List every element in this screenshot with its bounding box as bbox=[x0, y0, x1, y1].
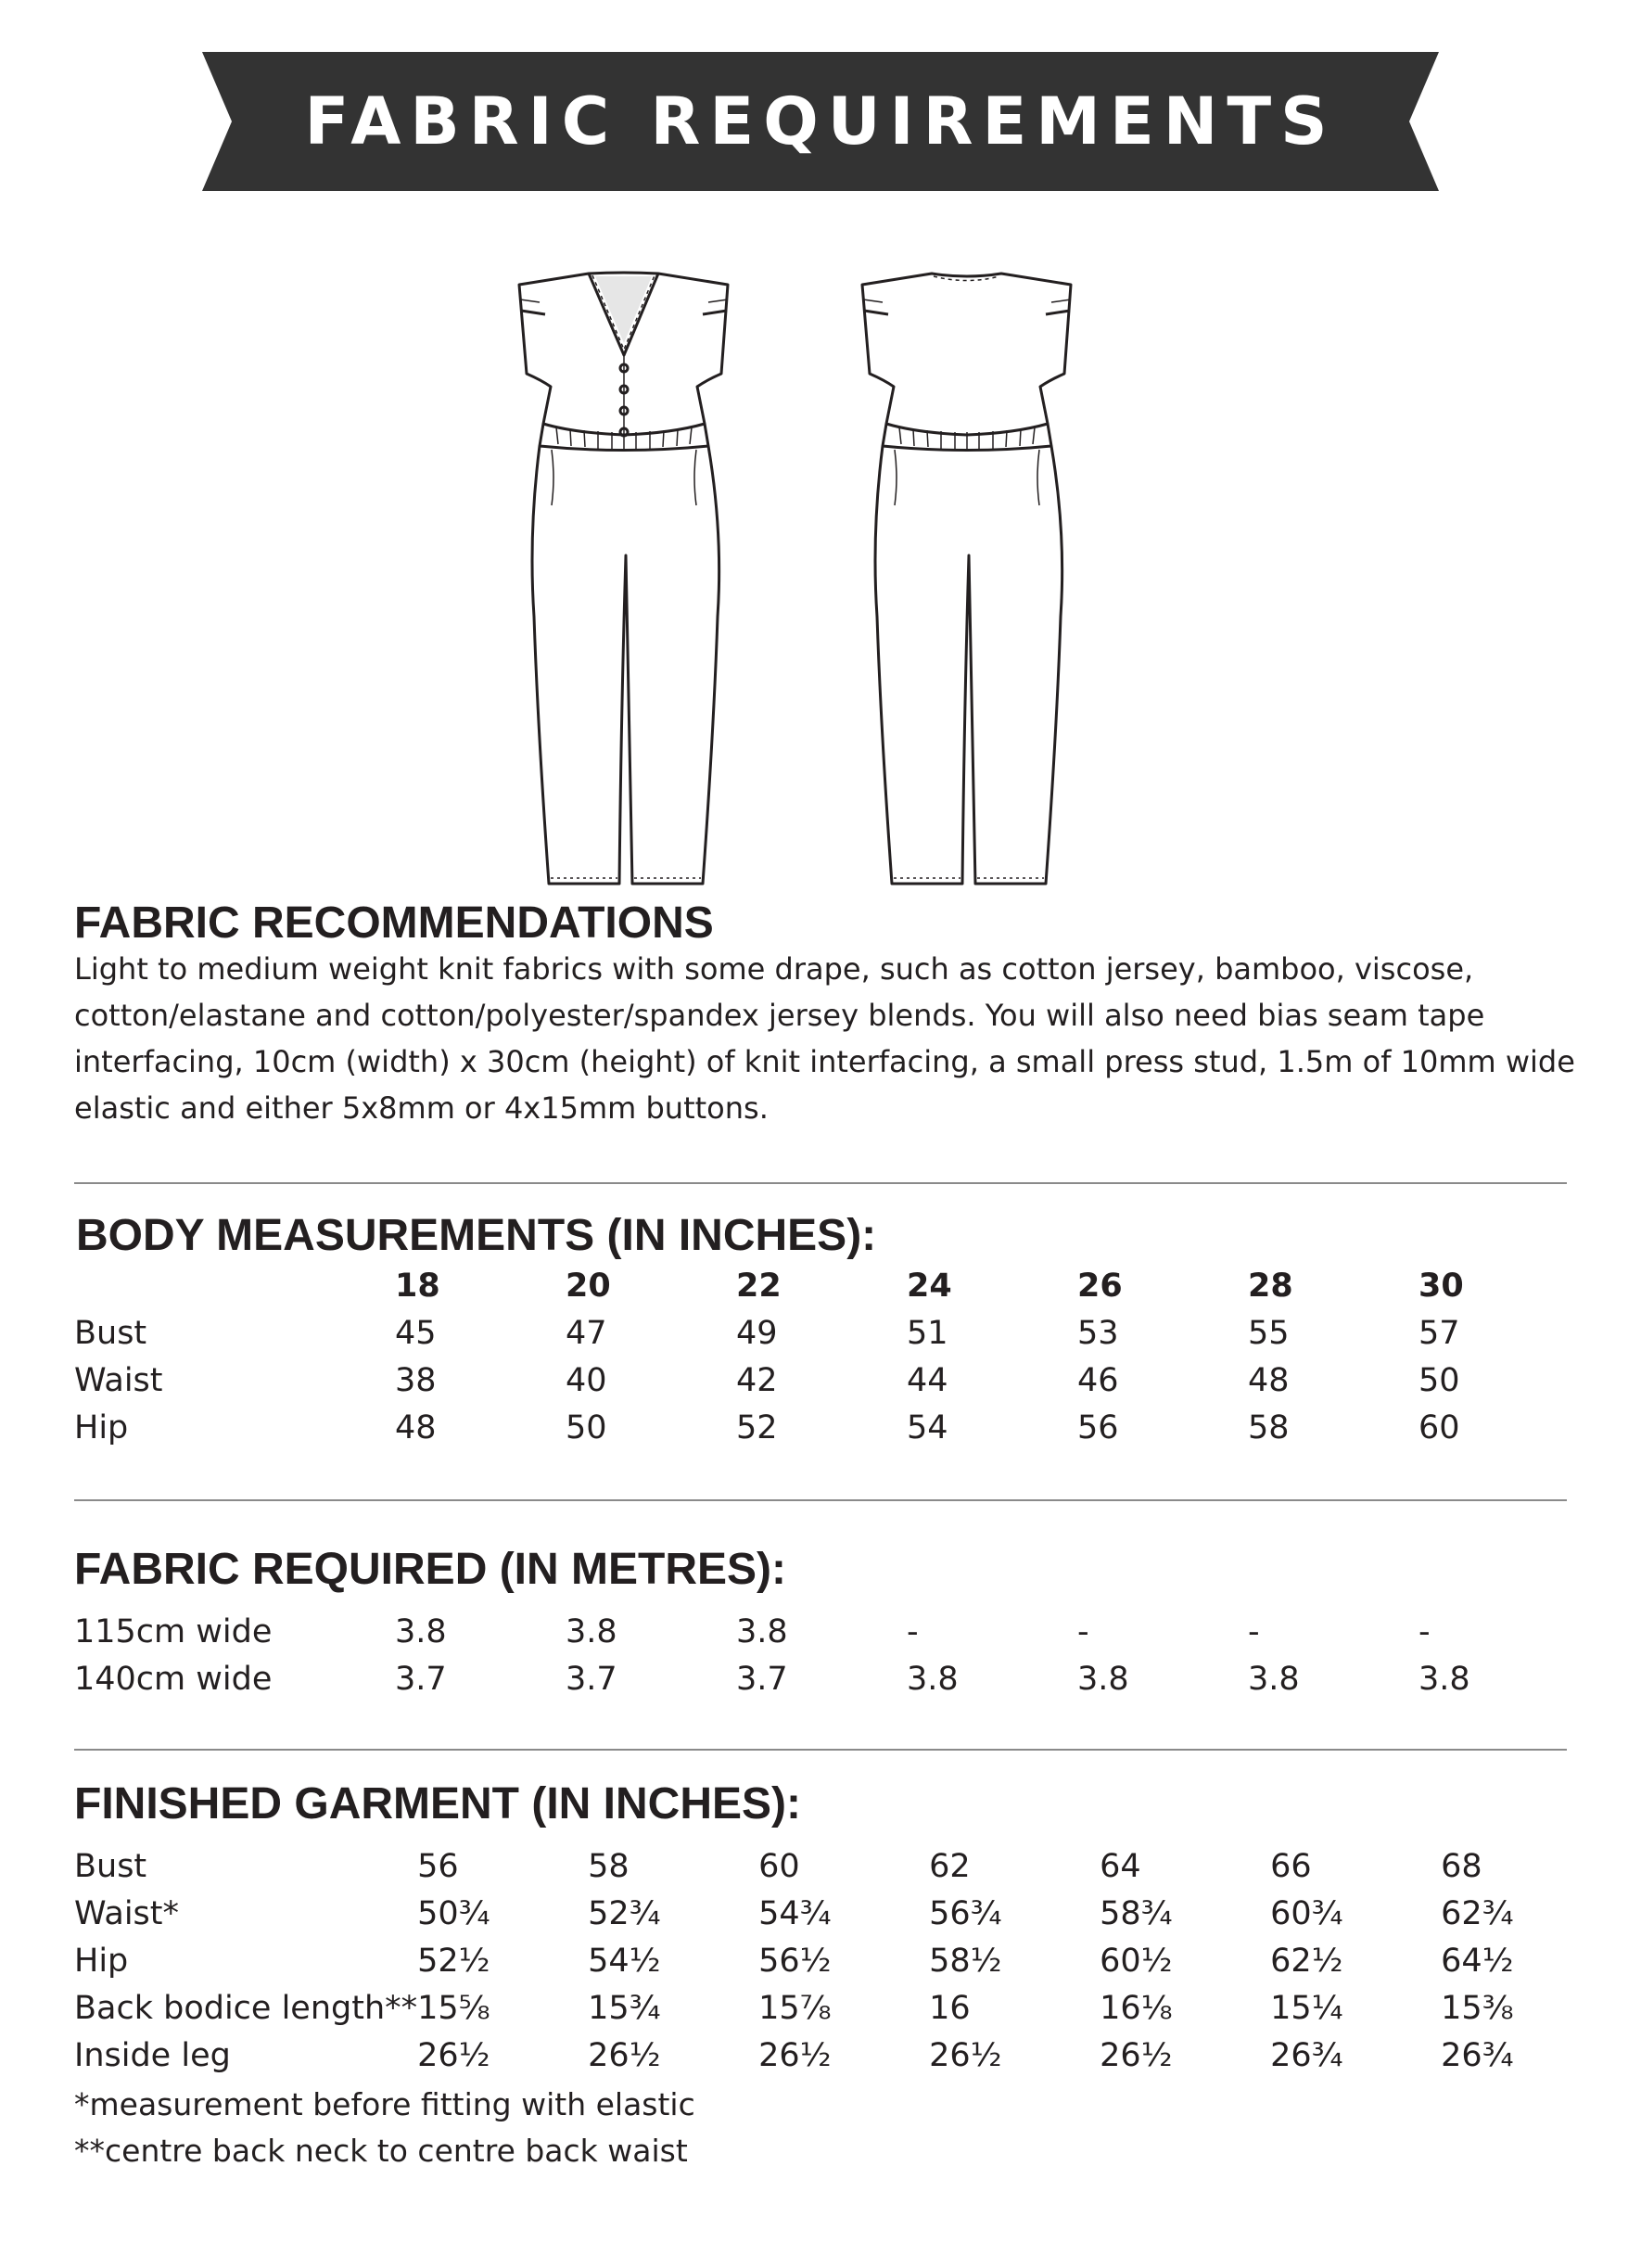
table-cell: 3.7 bbox=[566, 1661, 617, 1698]
table-cell: 3.8 bbox=[1418, 1661, 1470, 1698]
table-cell: 49 bbox=[736, 1315, 778, 1352]
table-cell: 16⅛ bbox=[1100, 1990, 1173, 2027]
table-cell: 3.8 bbox=[736, 1613, 788, 1650]
table-cell: 3.8 bbox=[566, 1613, 617, 1650]
table-cell: 15¼ bbox=[1270, 1990, 1343, 2027]
table-cell: 40 bbox=[566, 1362, 607, 1399]
table-cell: 38 bbox=[395, 1362, 437, 1399]
table-cell: 62 bbox=[929, 1848, 971, 1885]
table-cell: 60 bbox=[758, 1848, 800, 1885]
size-header: 30 bbox=[1418, 1268, 1464, 1305]
row-label: Inside leg bbox=[74, 2037, 231, 2074]
table-cell: 56¾ bbox=[929, 1895, 1002, 1932]
table-cell: - bbox=[1418, 1613, 1431, 1650]
table-cell: 42 bbox=[736, 1362, 778, 1399]
table-row bbox=[74, 1310, 1589, 1357]
table-cell: 55 bbox=[1248, 1315, 1290, 1352]
table-cell: 68 bbox=[1441, 1848, 1482, 1885]
row-label: Hip bbox=[74, 1409, 129, 1446]
table-cell: 52½ bbox=[417, 1943, 490, 1980]
fabric-recommendations-heading: FABRIC RECOMMENDATIONS bbox=[74, 898, 714, 948]
table-cell: 60 bbox=[1418, 1409, 1460, 1446]
divider bbox=[74, 1749, 1567, 1751]
table-cell: 62½ bbox=[1270, 1943, 1343, 1980]
table-cell: 56 bbox=[417, 1848, 459, 1885]
table-corner bbox=[74, 1263, 395, 1310]
table-cell: 60¾ bbox=[1270, 1895, 1343, 1932]
divider bbox=[74, 1499, 1567, 1501]
row-label: 140cm wide bbox=[74, 1661, 273, 1698]
divider bbox=[74, 1182, 1567, 1184]
recommendation-line: elastic and either 5x8mm or 4x15mm buttons. bbox=[74, 1090, 769, 1126]
table-cell: 44 bbox=[907, 1362, 948, 1399]
table-cell: 45 bbox=[395, 1315, 437, 1352]
table-cell: 54 bbox=[907, 1409, 948, 1446]
table-cell: 3.7 bbox=[736, 1661, 788, 1698]
table-row bbox=[74, 1357, 1589, 1405]
size-header: 26 bbox=[1077, 1268, 1123, 1305]
table-cell: 26¾ bbox=[1441, 2037, 1514, 2074]
table-cell: 3.8 bbox=[907, 1661, 959, 1698]
table-cell: 50 bbox=[566, 1409, 607, 1446]
footnote-back-length: **centre back neck to centre back waist bbox=[74, 2133, 688, 2169]
table-cell: 57 bbox=[1418, 1315, 1460, 1352]
table-cell: 15¾ bbox=[588, 1990, 661, 2027]
table-cell: 15⅞ bbox=[758, 1990, 832, 2027]
recommendation-line: interfacing, 10cm (width) x 30cm (height) of knit interfacing, a small press stud, 1.5m of 10mm wide bbox=[74, 1044, 1575, 1079]
table-cell: 54½ bbox=[588, 1943, 661, 1980]
row-label: Waist bbox=[74, 1362, 163, 1399]
size-header: 22 bbox=[736, 1268, 782, 1305]
recommendation-line: Light to medium weight knit fabrics with some drape, such as cotton jersey, bamboo, viscose, bbox=[74, 951, 1474, 987]
table-cell: 26½ bbox=[929, 2037, 1002, 2074]
row-label: Hip bbox=[74, 1943, 129, 1980]
table-cell: 64½ bbox=[1441, 1943, 1514, 1980]
size-header: 28 bbox=[1248, 1268, 1293, 1305]
table-cell: 58 bbox=[588, 1848, 630, 1885]
table-cell: 58 bbox=[1248, 1409, 1290, 1446]
table-cell: - bbox=[1248, 1613, 1260, 1650]
table-cell: 16 bbox=[929, 1990, 971, 2027]
fabric-required-heading: FABRIC REQUIRED (IN METRES): bbox=[74, 1545, 786, 1594]
table-cell: 26½ bbox=[758, 2037, 832, 2074]
table-cell: 60½ bbox=[1100, 1943, 1173, 1980]
table-row bbox=[74, 2032, 1611, 2080]
table-cell: 48 bbox=[395, 1409, 437, 1446]
jumpsuit-front-icon bbox=[519, 273, 728, 884]
size-header-row bbox=[74, 1263, 1589, 1310]
table-row bbox=[74, 1938, 1611, 1985]
table-cell: 47 bbox=[566, 1315, 607, 1352]
table-cell: 52 bbox=[736, 1409, 778, 1446]
size-header: 24 bbox=[907, 1268, 952, 1305]
table-cell: 66 bbox=[1270, 1848, 1312, 1885]
table-cell: 48 bbox=[1248, 1362, 1290, 1399]
recommendation-line: cotton/elastane and cotton/polyester/spandex jersey blends. You will also need bias seam tape bbox=[74, 998, 1485, 1033]
table-cell: 26½ bbox=[417, 2037, 490, 2074]
row-label: 115cm wide bbox=[74, 1613, 273, 1650]
fabric-required-table bbox=[74, 1609, 1589, 1703]
table-row bbox=[74, 1405, 1589, 1452]
footnote-elastic: *measurement before fitting with elastic bbox=[74, 2086, 695, 2122]
table-cell: 26½ bbox=[588, 2037, 661, 2074]
table-cell: 54¾ bbox=[758, 1895, 832, 1932]
size-header: 20 bbox=[566, 1268, 611, 1305]
table-cell: 51 bbox=[907, 1315, 948, 1352]
row-label: Bust bbox=[74, 1848, 147, 1885]
table-row bbox=[74, 1985, 1611, 2032]
finished-garment-heading: FINISHED GARMENT (IN INCHES): bbox=[74, 1779, 801, 1828]
table-cell: 50¾ bbox=[417, 1895, 490, 1932]
jumpsuit-back-icon bbox=[862, 274, 1071, 884]
table-cell: 64 bbox=[1100, 1848, 1141, 1885]
table-cell: - bbox=[907, 1613, 919, 1650]
table-cell: 50 bbox=[1418, 1362, 1460, 1399]
table-cell: 3.8 bbox=[1248, 1661, 1300, 1698]
row-label: Back bodice length** bbox=[74, 1990, 418, 2027]
fabric-recommendations-text bbox=[74, 946, 1576, 1131]
table-cell: 56 bbox=[1077, 1409, 1119, 1446]
body-measurements-heading: BODY MEASUREMENTS (IN INCHES): bbox=[76, 1211, 877, 1260]
table-cell: 26½ bbox=[1100, 2037, 1173, 2074]
table-cell: 62¾ bbox=[1441, 1895, 1514, 1932]
table-cell: 3.7 bbox=[395, 1661, 447, 1698]
page-title: FABRIC REQUIREMENTS bbox=[304, 83, 1337, 159]
body-measurements-table bbox=[74, 1263, 1589, 1452]
table-cell: 46 bbox=[1077, 1362, 1119, 1399]
finished-garment-table bbox=[74, 1843, 1611, 2080]
table-cell: 56½ bbox=[758, 1943, 832, 1980]
table-row bbox=[74, 1843, 1611, 1891]
row-label: Waist* bbox=[74, 1895, 179, 1932]
table-row bbox=[74, 1656, 1589, 1703]
table-cell: 53 bbox=[1077, 1315, 1119, 1352]
table-cell: 3.8 bbox=[1077, 1661, 1129, 1698]
table-cell: 58½ bbox=[929, 1943, 1002, 1980]
table-cell: 58¾ bbox=[1100, 1895, 1173, 1932]
table-cell: 26¾ bbox=[1270, 2037, 1343, 2074]
table-cell: - bbox=[1077, 1613, 1089, 1650]
table-cell: 15⅝ bbox=[417, 1990, 490, 2027]
row-label: Bust bbox=[74, 1315, 147, 1352]
table-cell: 52¾ bbox=[588, 1895, 661, 1932]
table-row bbox=[74, 1891, 1611, 1938]
table-cell: 3.8 bbox=[395, 1613, 447, 1650]
table-row bbox=[74, 1609, 1589, 1656]
garment-illustration bbox=[501, 264, 1168, 895]
table-cell: 15⅜ bbox=[1441, 1990, 1514, 2027]
size-header: 18 bbox=[395, 1268, 440, 1305]
